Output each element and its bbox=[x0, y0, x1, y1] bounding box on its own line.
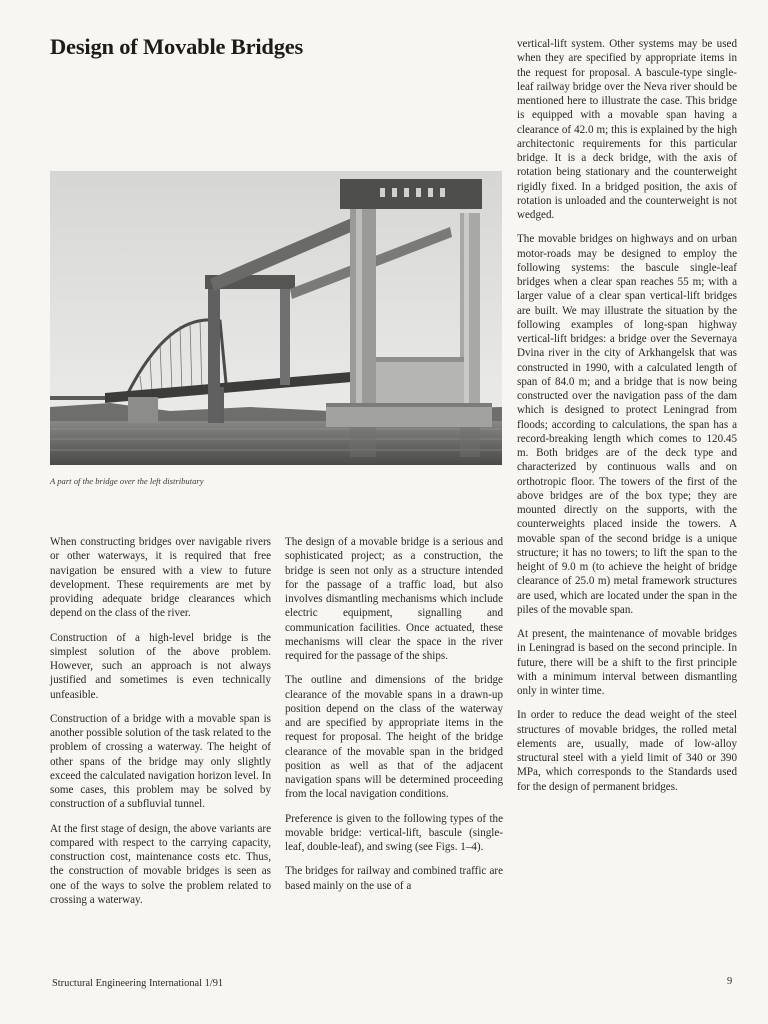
paragraph: When constructing bridges over navigable rivers or other waterways, it is required that free navigation be ensured with a view to future development. These requirements are met by providing adequate bridge clearances which depend on the class of the river. bbox=[50, 536, 271, 620]
paragraph: Construction of a bridge with a movable span is another possible solution of the task related to the problem of crossing a waterway. The height of other spans of the bridge may only slightly exceed the calculated navigation horizon level. In some cases, this problem may be solved by construction of a subfluvial tunnel. bbox=[50, 712, 271, 811]
figure-caption: A part of the bridge over the left distributary bbox=[50, 476, 204, 486]
paragraph: At the first stage of design, the above variants are compared with respect to the carrying capacity, construction cost, maintenance costs etc. Thus, the construction of movable bridges is seen as one of the ways to solve the problem related to crossing a waterway. bbox=[50, 822, 271, 906]
paragraph: Preference is given to the following types of the movable bridge: vertical-lift, bascule (single-leaf, double-leaf), and swing (see Figs. 1–4). bbox=[285, 812, 503, 853]
bridge-photo bbox=[50, 171, 502, 465]
article-title: Design of Movable Bridges bbox=[50, 34, 304, 59]
bridge-photo-illustration bbox=[50, 171, 502, 465]
paragraph: The movable bridges on highways and on urban motor-roads may be designed to employ the following systems: the bascule single-leaf bridges when a clear span reaches 55 m; with a larger value of a clear span vertical-lift bridges are built. We may illustrate the situation by the following examples of long-span highway vertical-lift bridges: a bridge over the Severnaya Dvina river in the city of Arkhangelsk that was constructed in 1990, with a calculated length of span of 84.0 m; and a bridge that is now being constructed over the navigation pass of the dam which is designed to protect Leningrad from floods; according to calculations, the span has a record-breaking length which comes to 120.45 m. Both bridges are of the deck type and characterized by continuous walls and on orthotropic floor. The towers of the first of the above bridges are of the box type; they are mounted directly on the supports, with the counterweights placed inside the towers. A movable span of the second bridge is a unique structure; it has no towers; to lift the span to the height of 9.0 m (to achieve the height of bridge clearance of 25.0 m) metal framework structures are used, which are located under the span in the piles of the movable span. bbox=[517, 233, 737, 616]
paragraph: At present, the maintenance of movable bridges in Leningrad is based on the second principle. In future, there will be a shift to the first principle with a minimum interval between dismantling only in winter time. bbox=[517, 628, 737, 697]
paragraph: The design of a movable bridge is a serious and sophisticated project; as a construction, the bridge is seen not only as a structure intended for the passage of a traffic load, but also involves dismantling mechanisms which include electric equipment, signalling and communication facilities. Once actuated, these mechanisms will clear the space in the river required for the passage of the ships. bbox=[285, 536, 503, 662]
page-number: 9 bbox=[727, 976, 733, 987]
text-column-1 bbox=[50, 535, 271, 917]
paragraph: The bridges for railway and combined traffic are based mainly on the use of a bbox=[285, 865, 503, 892]
text-column-3 bbox=[517, 37, 737, 804]
journal-footer: Structural Engineering International 1/91 bbox=[52, 978, 224, 989]
paragraph: Construction of a high-level bridge is the simplest solution of the above problem. However, such an approach is not always justified and sometimes is even technically unfeasible. bbox=[50, 631, 271, 701]
paragraph: In order to reduce the dead weight of the steel structures of movable bridges, the rolled metal elements are, usually, made of low-alloy structural steel with a yield limit of 340 or 390 MPa, which corresponds to the Standards used for the design of permanent bridges. bbox=[517, 709, 737, 793]
paragraph: The outline and dimensions of the bridge clearance of the movable spans in a drawn-up position depend on the class of the waterway and are specified by appropriate items in the request for proposal. The height of the bridge clearance of the movable span in the bridged position as well as that of the adjacent navigation spans will be determined proceeding from the local navigation conditions. bbox=[285, 674, 503, 801]
paragraph: vertical-lift system. Other systems may be used when they are specified by appropriate items in the request for proposal. A bascule-type single-leaf railway bridge over the Neva river should be mentioned here to illustrate the case. This bridge is equipped with a movable span having a clearance of 42.0 m; this is explained by the high architectonic requirements for this particular bridge. It is a deck bridge, with the axis of rotation being stationary and the counterweight rigidly fixed. In a bridged position, the axis of rotation is unloaded and the counterweight is not wedged. bbox=[517, 38, 737, 221]
text-column-2 bbox=[285, 535, 503, 903]
